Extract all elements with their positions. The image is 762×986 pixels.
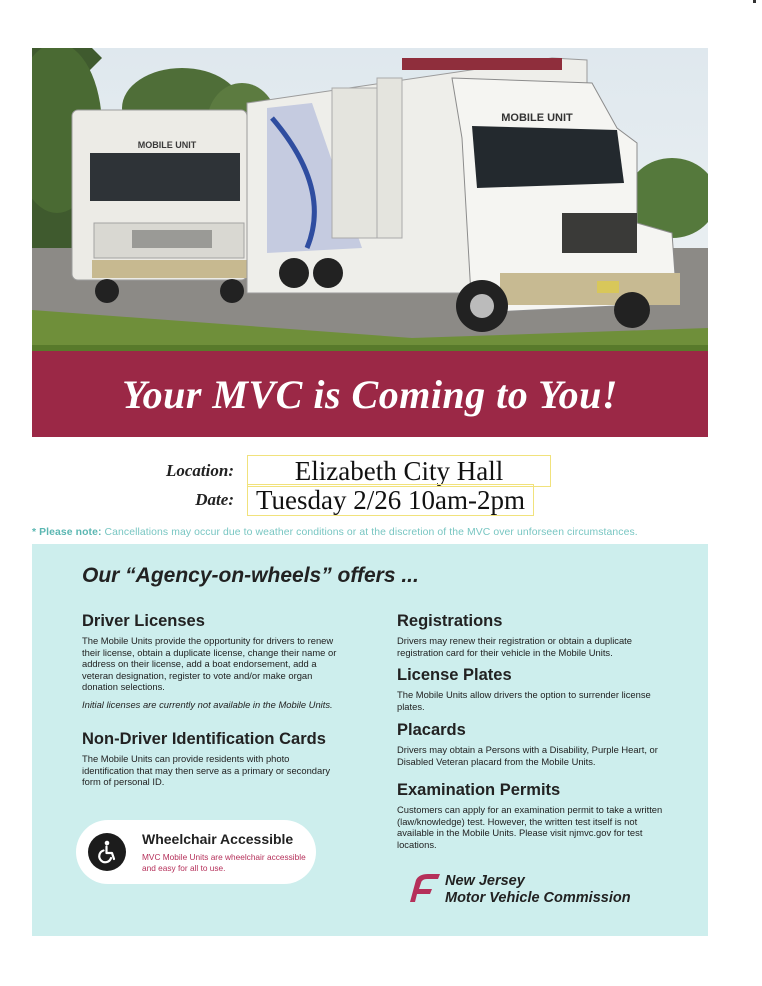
section-title: Driver Licenses: [82, 612, 205, 630]
note-prefix: * Please note:: [32, 527, 102, 538]
section-title: License Plates: [397, 666, 512, 684]
location-value: Elizabeth City Hall: [247, 455, 551, 487]
njmvc-logo-text: [445, 873, 631, 907]
njmvc-logo-icon: [406, 872, 442, 909]
location-label: Location:: [166, 461, 234, 480]
logo-line-2: Motor Vehicle Commission: [445, 890, 631, 906]
section-body: The Mobile Units provide the opportunity for drivers to renew their license, obtain a duplicate license, change their name or address on their license, add a boat endorsement, add a veteran designation, register to vote and/or make organ donation selections.: [82, 635, 337, 693]
right-truck-sign: MOBILE UNIT: [501, 112, 573, 124]
section-body: Customers can apply for an examination permit to take a written (law/knowledge) test. However, the written test itself is not available in the Mobile Units. Please visit njmvc.gov for test locations.: [397, 804, 663, 850]
section-note: Initial licenses are currently not available in the Mobile Units.: [82, 698, 333, 710]
wheelchair-accessible-badge: [76, 820, 316, 884]
wheelchair-icon: [88, 833, 126, 871]
section-placards: [397, 721, 667, 767]
section-body: The Mobile Units allow drivers the option to surrender license plates.: [397, 689, 651, 712]
headline-banner: [32, 351, 708, 437]
section-title: Registrations: [397, 612, 503, 630]
cancellation-note: [32, 527, 722, 538]
section-body: The Mobile Units can provide residents with photo identification that may then serve as a primary or secondary form of personal ID.: [82, 753, 331, 788]
section-title: Placards: [397, 721, 466, 739]
date-value: Tuesday 2/26 10am-2pm: [247, 484, 534, 516]
logo-line-1: New Jersey: [445, 873, 525, 889]
section-driver-licenses: [82, 612, 344, 711]
date-label: Date:: [195, 490, 234, 509]
wheelchair-title: Wheelchair Accessible: [142, 831, 294, 847]
section-examination-permits: [397, 781, 667, 850]
section-license-plates: [397, 666, 667, 712]
offers-heading: Our “Agency-on-wheels” offers ...: [82, 564, 419, 587]
mobile-units-photo: [32, 48, 708, 351]
section-body: Drivers may obtain a Persons with a Disability, Purple Heart, or Disabled Veteran placard from the Mobile Units.: [397, 744, 658, 767]
section-non-driver-id: [82, 730, 344, 788]
corner-mark: [753, 0, 756, 3]
section-title: Examination Permits: [397, 781, 561, 799]
note-text: Cancellations may occur due to weather conditions or at the discretion of the MVC over unforseen circumstances.: [104, 527, 638, 538]
headline: Your MVC is Coming to You!: [122, 371, 618, 417]
trucks-illustration: [32, 48, 708, 351]
offers-panel: [32, 544, 708, 936]
section-registrations: [397, 612, 667, 658]
wheelchair-text: MVC Mobile Units are wheelchair accessible and easy for all to use.: [142, 852, 306, 873]
left-truck-sign: MOBILE UNIT: [137, 140, 197, 150]
section-body: Drivers may renew their registration or obtain a duplicate registration card for their vehicle in the Mobile Units.: [397, 635, 633, 658]
section-title: Non-Driver Identification Cards: [82, 730, 326, 748]
date-row: [0, 484, 762, 518]
